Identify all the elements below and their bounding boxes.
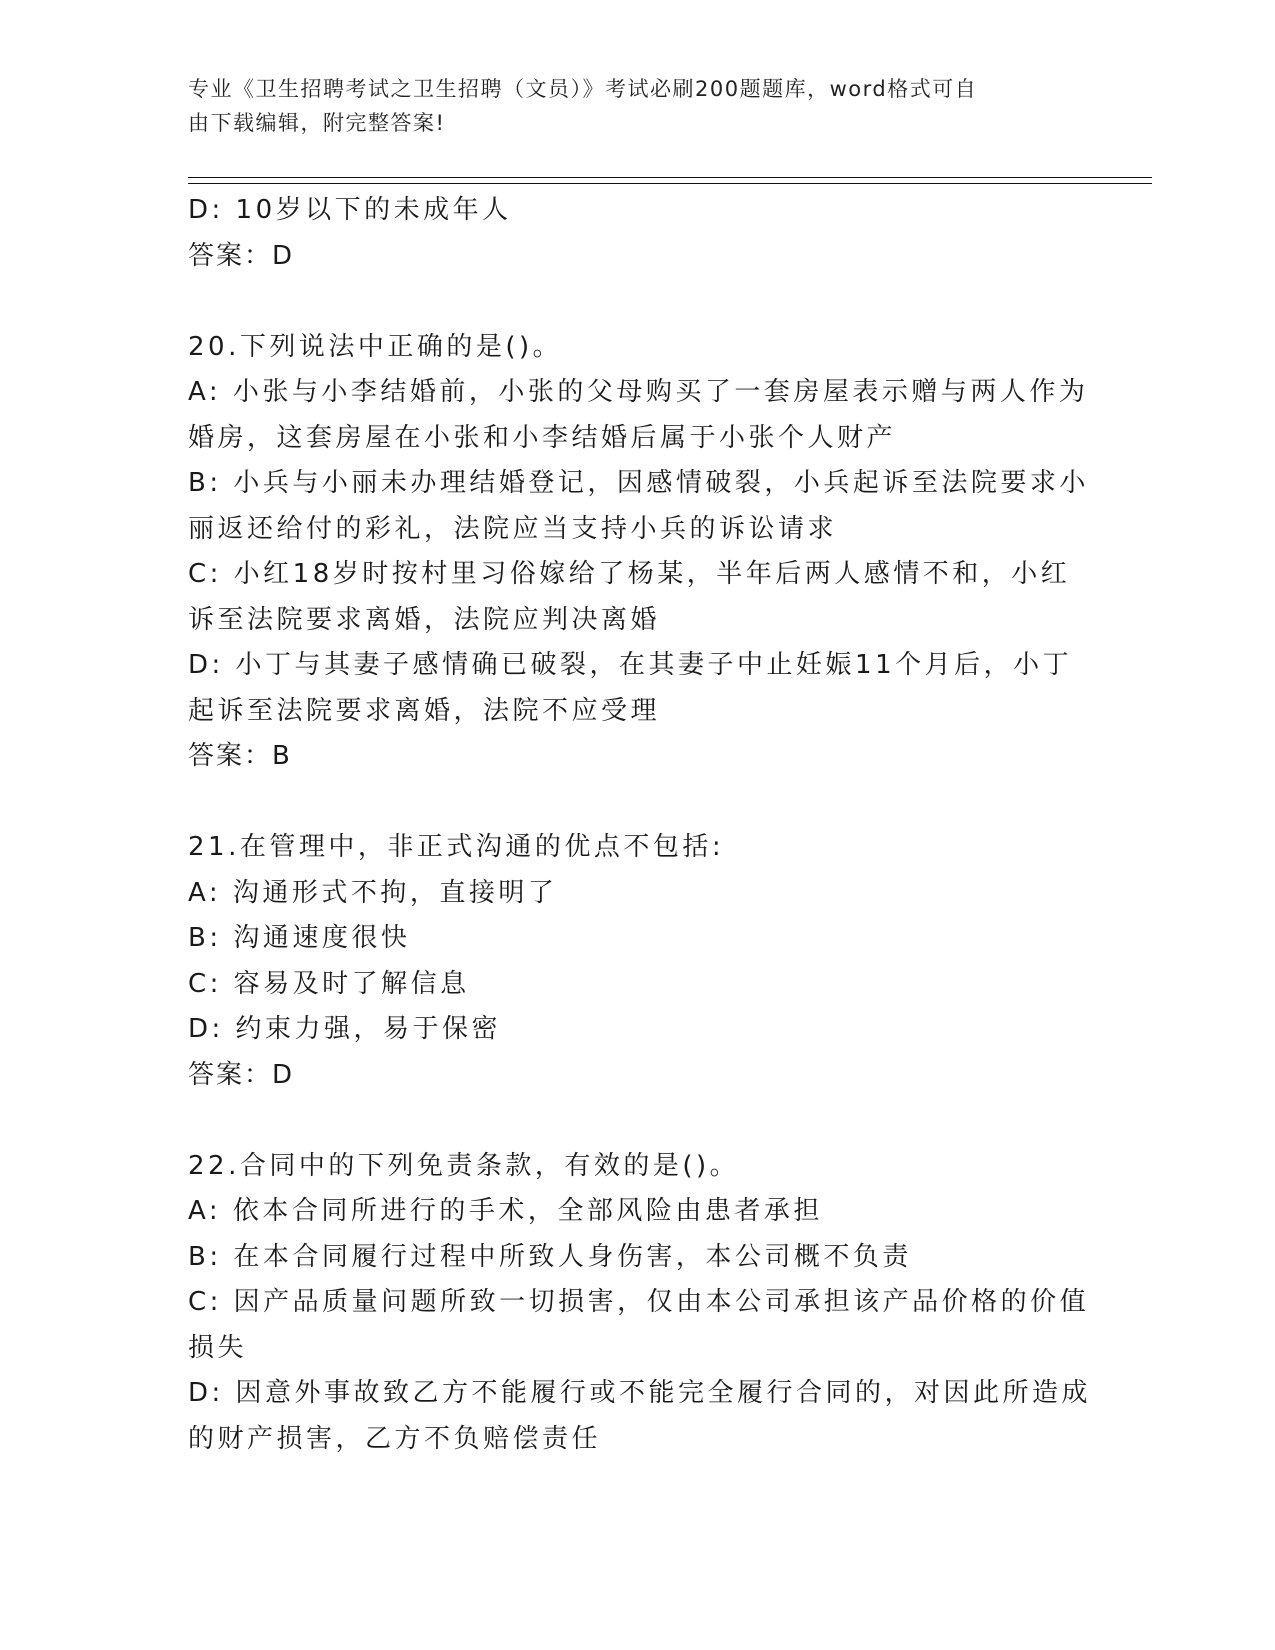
- q21-option-d: D: 约束力强，易于保密: [188, 1014, 502, 1044]
- header-rule-top: [188, 177, 1152, 178]
- page-header: [188, 72, 1088, 140]
- q20-option-d-line-1: D: 小丁与其妻子感情确已破裂，在其妻子中止妊娠11个月后，小丁: [188, 650, 1073, 680]
- q20-option-d-line-2: 起诉至法院要求离婚，法院不应受理: [188, 695, 661, 726]
- q21-answer: 答案：D: [188, 1059, 295, 1090]
- q21-question: 21.在管理中，非正式沟通的优点不包括:: [188, 832, 725, 862]
- q22-option-b: B: 在本合同履行过程中所致人身伤害，本公司概不负责: [188, 1241, 912, 1272]
- header-rule-bottom: [188, 183, 1152, 184]
- q22-option-c-line-1: C: 因产品质量问题所致一切损害，仅由本公司承担该产品价格的价值: [188, 1287, 1090, 1317]
- spacer: [188, 1098, 1088, 1144]
- q20-option-c-line-2: 诉至法院要求离婚，法院应判决离婚: [188, 604, 661, 635]
- q21-option-a: A: 沟通形式不拘，直接明了: [188, 877, 558, 908]
- q20-option-b-line-1: B: 小兵与小丽未办理结婚登记，因感情破裂，小兵起诉至法院要求小: [188, 468, 1089, 498]
- q22-option-c-line-2: 损失: [188, 1332, 248, 1363]
- q21-option-c: C: 容易及时了解信息: [188, 968, 470, 999]
- question-content: [188, 188, 1092, 1462]
- q20-option-a-line-1: A: 小张与小李结婚前，小张的父母购买了一套房屋表示赠与两人作为: [188, 377, 1089, 407]
- q19-option-d: D: 10岁以下的未成年人: [188, 195, 512, 225]
- q22-option-d-line-1: D: 因意外事故致乙方不能履行或不能完全履行合同的，对因此所造成: [188, 1378, 1092, 1408]
- q22-question: 22.合同中的下列免责条款，有效的是()。: [188, 1150, 740, 1181]
- spacer: [188, 780, 1088, 826]
- q22-option-a: A: 依本合同所进行的手术，全部风险由患者承担: [188, 1196, 823, 1226]
- spacer: [188, 279, 1088, 325]
- q20-option-b-line-2: 丽返还给付的彩礼，法院应当支持小兵的诉讼请求: [188, 513, 838, 544]
- header-line-2: 由下载编辑，附完整答案!: [188, 111, 446, 135]
- header-line-1: 专业《卫生招聘考试之卫生招聘（文员）》考试必刷200题题库，word格式可自: [188, 77, 978, 101]
- q20-answer: 答案：B: [188, 741, 292, 771]
- q20-option-a-line-2: 婚房，这套房屋在小张和小李结婚后属于小张个人财产: [188, 422, 897, 453]
- q20-question: 20.下列说法中正确的是()。: [188, 331, 563, 362]
- q21-option-b: B: 沟通速度很快: [188, 923, 411, 953]
- q22-option-d-line-2: 的财产损害，乙方不负赔偿责任: [188, 1423, 602, 1454]
- q19-answer: 答案：D: [188, 240, 295, 271]
- q20-option-c-line-1: C: 小红18岁时按村里习俗嫁给了杨某，半年后两人感情不和，小红: [188, 559, 1071, 589]
